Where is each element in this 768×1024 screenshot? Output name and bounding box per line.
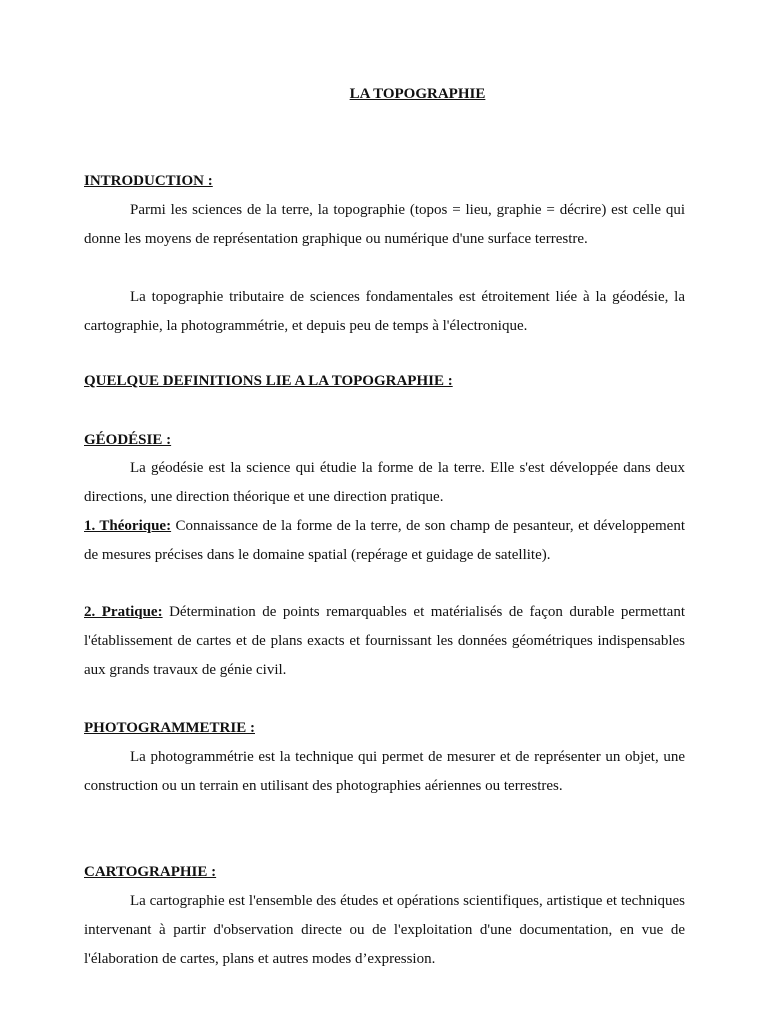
- pratique-label: 2. Pratique:: [84, 604, 163, 620]
- definitions-heading: QUELQUE DEFINITIONS LIE A LA TOPOGRAPHIE :: [84, 373, 453, 389]
- geodesie-theorique-paragraph: [84, 512, 685, 570]
- pratique-text: Détermination de points remarquables et matérialisés de façon durable permettant l'établissement de cartes et de plans exacts et fournissant les données géométriques indispensables aux grands travaux de génie civil.: [84, 604, 686, 678]
- theorique-text: Connaissance de la forme de la terre, de son champ de pesanteur, et développement de mesures précises dans le domaine spatial (repérage et guidage de satellite).: [84, 518, 685, 563]
- geodesie-heading: GÉODÉSIE :: [84, 432, 172, 448]
- photogrammetrie-heading: PHOTOGRAMMETRIE :: [84, 720, 255, 736]
- theorique-label: 1. Théorique:: [84, 518, 172, 534]
- geodesie-paragraph: La géodésie est la science qui étudie la forme de la terre. Elle s'est développée dans deux directions, une direction théorique et une direction pratique.: [84, 460, 685, 505]
- introduction-paragraph-2: La topographie tributaire de sciences fondamentales est étroitement liée à la géodésie, la cartographie, la photogrammétrie, et depuis peu de temps à l'électronique.: [84, 289, 685, 334]
- cartographie-paragraph: La cartographie est l'ensemble des études et opérations scientifiques, artistique et techniques intervenant à partir d'observation directe ou de l'exploitation d'une documentation, en vue de l'élaboration de cartes, plans et autres modes d’expression.: [84, 893, 685, 967]
- document-title: LA TOPOGRAPHIE: [349, 86, 486, 102]
- photogrammetrie-paragraph: La photogrammétrie est la technique qui permet de mesurer et de représenter un objet, une construction ou un terrain en utilisant des photographies aériennes ou terrestres.: [84, 749, 685, 794]
- introduction-heading: INTRODUCTION :: [84, 173, 213, 189]
- cartographie-heading: CARTOGRAPHIE :: [84, 864, 217, 880]
- introduction-paragraph-1: Parmi les sciences de la terre, la topographie (topos = lieu, graphie = décrire) est celle qui donne les moyens de représentation graphique ou numérique d'une surface terrestre.: [84, 202, 685, 247]
- geodesie-pratique-paragraph: [84, 598, 685, 685]
